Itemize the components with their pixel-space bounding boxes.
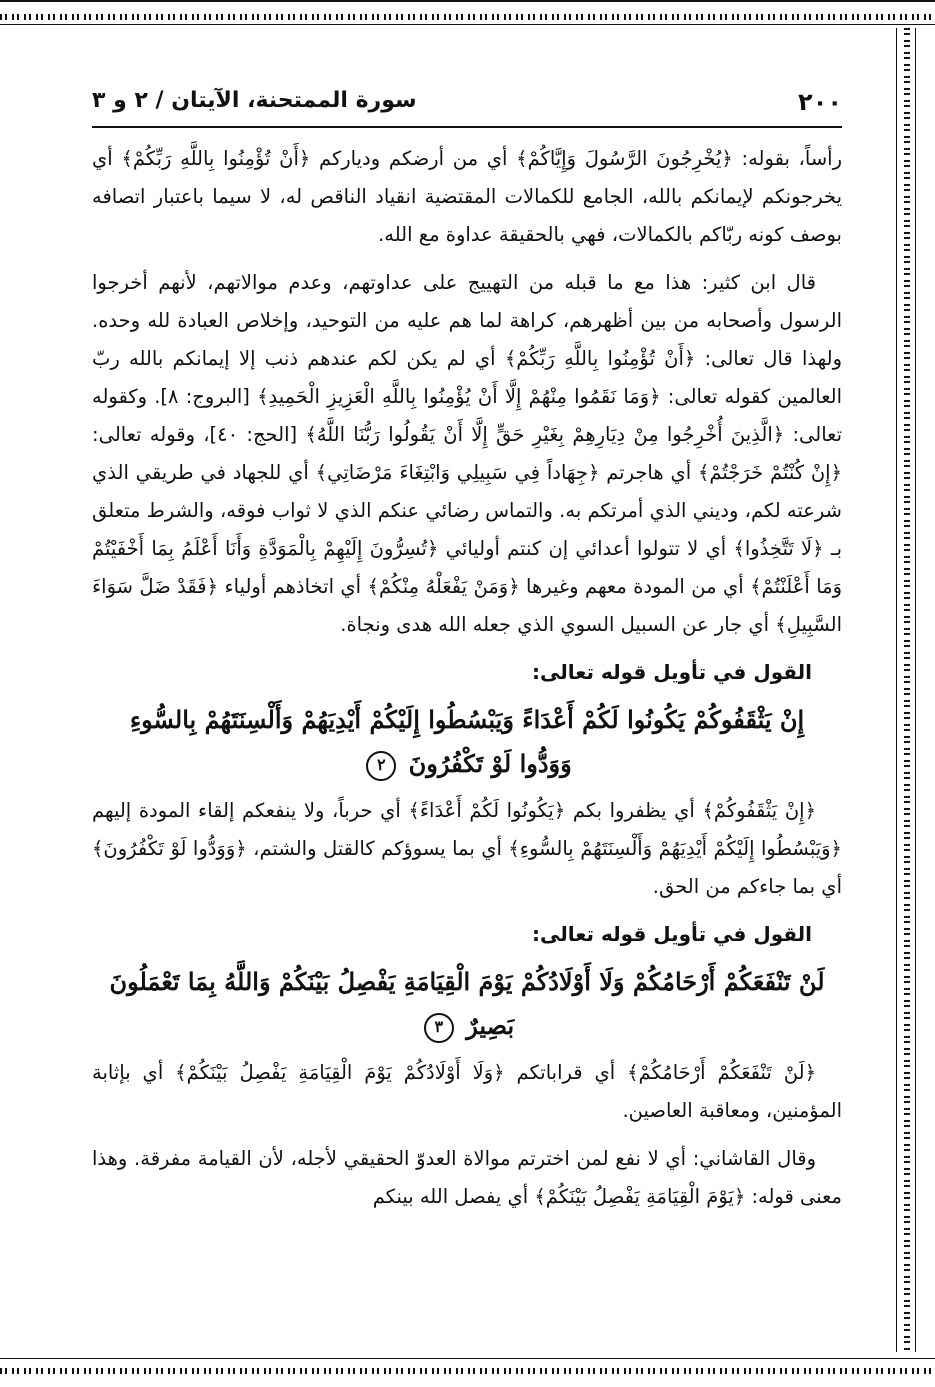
running-title: سورة الممتحنة، الآيتان / ٢ و ٣ [92, 88, 417, 113]
commentary-2: ﴿لَنْ تَنْفَعَكُمْ أَرْحَامُكُمْ﴾ أي قراباتكم ﴿وَلَا أَوْلَادُكُمْ يَوْمَ الْقِيَامَةِ يَفْصِلُ بَيْنَكُمْ﴾ أي بإثابة المؤمنين، ومعاقبة العاصين. [92, 1061, 842, 1122]
section-heading-1: القول في تأويل قوله تعالى: [532, 660, 812, 684]
ayah-number-marker-2: ٣ [424, 1013, 454, 1043]
page-border-right [896, 28, 916, 1358]
quran-verse-1 [102, 698, 832, 786]
paragraph-2: قال ابن كثير: هذا مع ما قبله من التهييج على عداوتهم، وعدم موالاتهم، لأنهم أخرجوا الرسول وأصحابه من بين أظهرهم، كراهة لما هم عليه من التوحيد، وإخلاص العبادة لله وحده. ولهذا قال تعالى: ﴿أَنْ تُؤْمِنُوا بِاللَّهِ رَبِّكُمْ﴾ أي لم يكن لكم عندهم ذنب إلا إيمانكم بالله ربّ العالمين كقوله تعالى: ﴿وَمَا نَقَمُوا مِنْهُمْ إِلَّا أَنْ يُؤْمِنُوا بِاللَّهِ الْعَزِيزِ الْحَمِيدِ﴾ [البروج: ٨]. وكقوله تعالى: ﴿الَّذِينَ أُخْرِجُوا مِنْ دِيَارِهِمْ بِغَيْرِ حَقٍّ إِلَّا أَنْ يَقُولُوا رَبُّنَا اللَّهُ﴾ [الحج: ٤٠]، وقوله تعالى: ﴿إِنْ كُنْتُمْ خَرَجْتُمْ﴾ أي هاجرتم ﴿جِهَاداً فِي سَبِيلِي وَابْتِغَاءَ مَرْضَاتِي﴾ أي للجهاد في طريقي الذي شرعته لكم، وديني الذي أمرتكم به. والتماس رضائي عنكم الذي لا ثواب فوقه، والشرط متعلق بـ ﴿لَا تَتَّخِذُوا﴾ أي لا تتولوا أعدائي إن كنتم أوليائي ﴿تُسِرُّونَ إِلَيْهِمْ بِالْمَوَدَّةِ وَأَنَا أَعْلَمُ بِمَا أَخْفَيْتُمْ وَمَا أَعْلَنْتُمْ﴾ أي من المودة معهم وغيرها ﴿وَمَنْ يَفْعَلْهُ مِنْكُمْ﴾ أي اتخاذهم أولياء ﴿فَقَدْ ضَلَّ سَوَاءَ السَّبِيلِ﴾ أي جار عن السبيل السوي الذي جعله الله هدى ونجاة. [92, 271, 842, 636]
verse-text-2: لَنْ تَنْفَعَكُمْ أَرْحَامُكُمْ وَلَا أَوْلَادُكُمْ يَوْمَ الْقِيَامَةِ يَفْصِلُ بَيْنَكُمْ وَاللَّهُ بِمَا تَعْمَلُونَ بَصِيرٌ [109, 967, 825, 1040]
page-number: ٢٠٠ [798, 88, 842, 116]
paragraph-1: رأساً، بقوله: ﴿يُخْرِجُونَ الرَّسُولَ وَإِيَّاكُمْ﴾ أي من أرضكم ودياركم ﴿أَنْ تُؤْمِنُوا بِاللَّهِ رَبِّكُمْ﴾ أي يخرجونكم لإيمانكم بالله، الجامع للكمالات المقتضية انقياد الناقص له، لا سيما باعتبار اتصافه بوصف كونه ربّاكم بالكمالات، فهي بالحقيقة عداوة مع الله. [92, 147, 842, 246]
ayah-number-marker-1: ٢ [366, 751, 396, 781]
commentary-1: ﴿إِنْ يَثْقَفُوكُمْ﴾ أي يظفروا بكم ﴿يَكُونُوا لَكُمْ أَعْدَاءً﴾ أي حرباً، ولا ينفعكم إلقاء المودة إليهم ﴿وَيَبْسُطُوا إِلَيْكُمْ أَيْدِيَهُمْ وَأَلْسِنَتَهُمْ بِالسُّوءِ﴾ أي بما يسوؤكم كالقتل والشتم، ﴿وَوَدُّوا لَوْ تَكْفُرُونَ﴾ أي بما جاءكم من الحق. [92, 799, 842, 898]
page-border-top [0, 0, 935, 30]
page-border-bottom [0, 1352, 935, 1387]
verse-text-1: إِنْ يَثْقَفُوكُمْ يَكُونُوا لَكُمْ أَعْدَاءً وَيَبْسُطُوا إِلَيْكُمْ أَيْدِيَهُمْ وَأَلْسِنَتَهُمْ بِالسُّوءِ وَوَدُّوا لَوْ تَكْفُرُونَ [129, 705, 805, 778]
page-body [92, 140, 842, 1345]
commentary-3: وقال القاشاني: أي لا نفع لمن اخترتم موالاة العدوّ الحقيقي لأجله، لأن القيامة مفرقة. وهذا معنى قوله: ﴿يَوْمَ الْقِيَامَةِ يَفْصِلُ بَيْنَكُمْ﴾ أي يفصل الله بينكم [92, 1147, 842, 1208]
section-heading-2: القول في تأويل قوله تعالى: [532, 922, 812, 946]
page-header [92, 82, 842, 128]
quran-verse-2 [102, 960, 832, 1048]
